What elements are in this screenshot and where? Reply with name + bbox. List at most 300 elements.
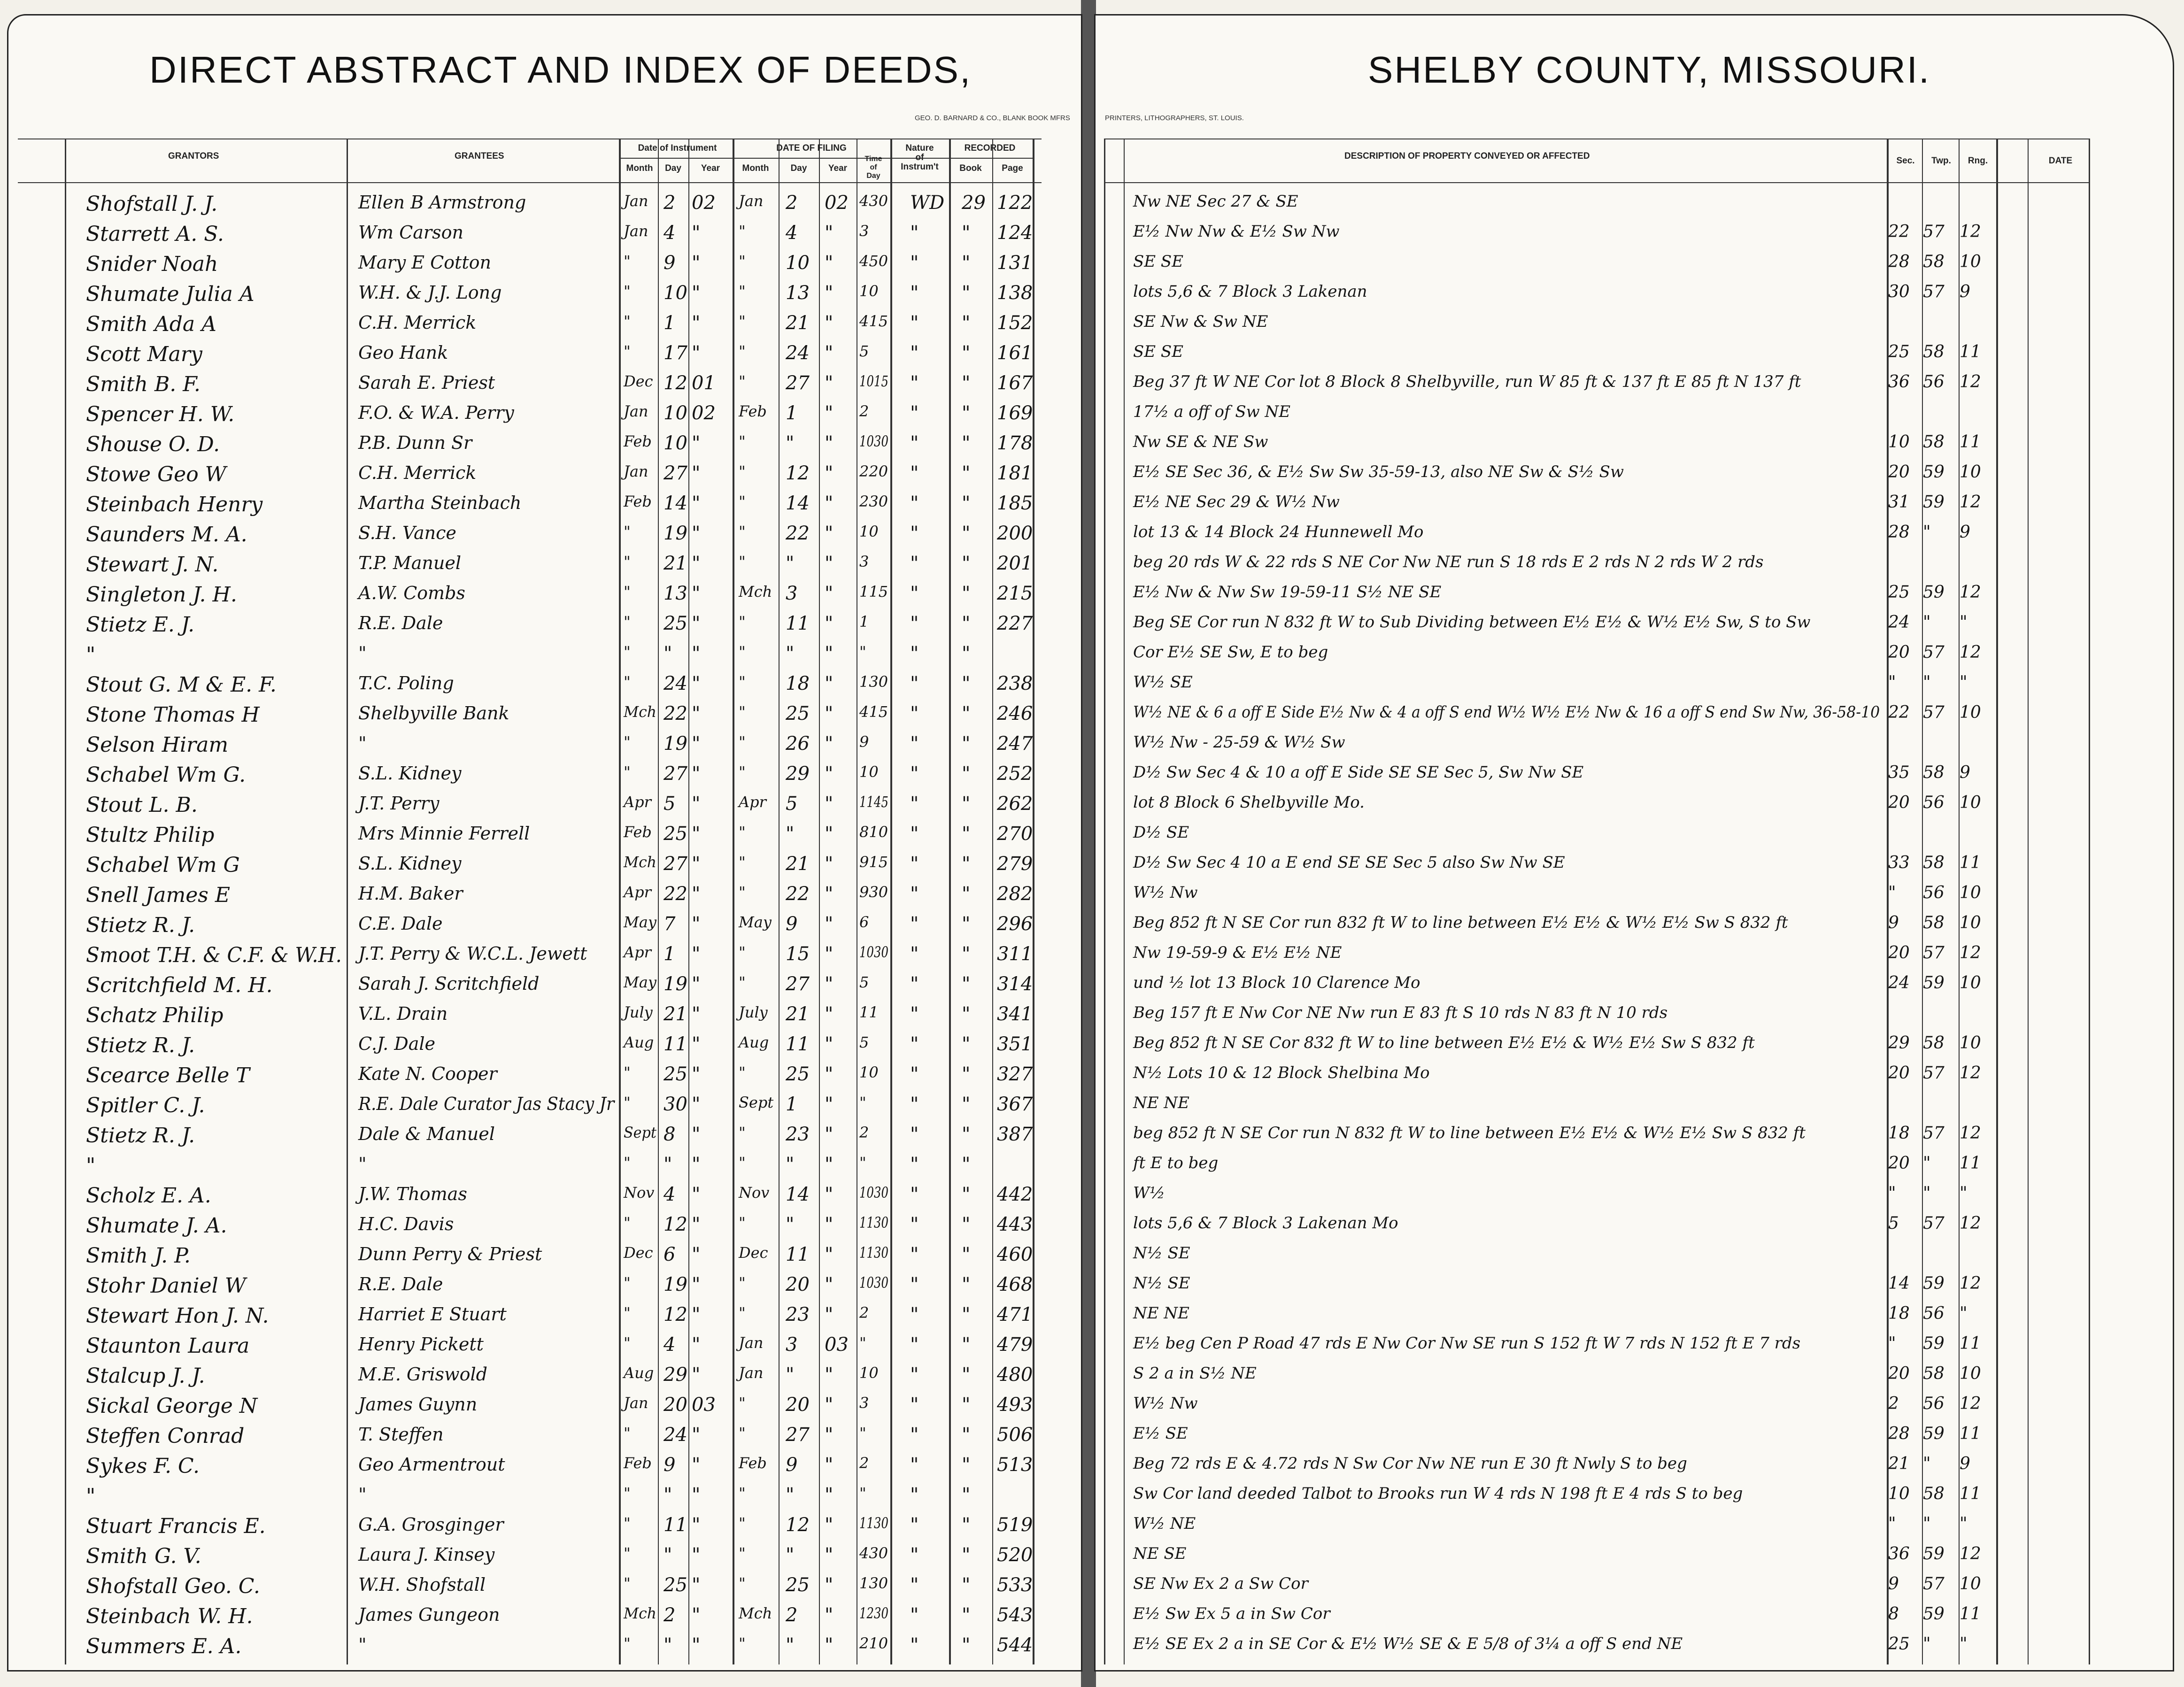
filing-time: 11 xyxy=(859,1003,879,1021)
recorded-page: 247 xyxy=(997,733,1033,755)
range-number: 12 xyxy=(1960,1544,1981,1564)
deed-entry-row xyxy=(8,670,1082,700)
recorded-book: " xyxy=(962,673,971,694)
range-number: 10 xyxy=(1960,252,1981,271)
instrument-nature: " xyxy=(910,883,919,905)
filing-day: 13 xyxy=(786,282,810,304)
filing-month: " xyxy=(739,943,746,961)
property-description: lots 5,6 & 7 Block 3 Lakenan xyxy=(1133,282,1367,301)
filing-time: 415 xyxy=(859,312,888,330)
instrument-month: Feb xyxy=(624,1454,652,1472)
recorded-page: 122 xyxy=(997,192,1033,214)
instrument-year: " xyxy=(692,793,701,815)
recorded-book: " xyxy=(962,1514,971,1536)
filing-year: " xyxy=(825,222,833,244)
recorded-book: " xyxy=(962,342,971,364)
time-header-1: Time xyxy=(864,155,882,163)
instrument-nature: " xyxy=(910,613,919,634)
recorded-page: 314 xyxy=(997,973,1033,995)
instrument-month: " xyxy=(624,1544,631,1562)
filing-day: 22 xyxy=(786,523,810,544)
grantor-name: Stietz R. J. xyxy=(86,913,195,937)
township-number: 57 xyxy=(1923,1574,1945,1594)
recorded-page: 367 xyxy=(997,1094,1033,1115)
filing-year: " xyxy=(825,402,833,424)
filing-time: 5 xyxy=(859,1033,869,1051)
recorded-page: 131 xyxy=(997,252,1033,274)
filing-time: 210 xyxy=(859,1634,888,1652)
filing-month: " xyxy=(739,1634,746,1652)
instrument-year: " xyxy=(692,1124,701,1145)
instrument-year: " xyxy=(692,1424,701,1446)
grantee-name: R.E. Dale xyxy=(358,613,443,633)
range-number: 9 xyxy=(1960,763,1970,782)
filing-month: " xyxy=(739,222,746,240)
instrument-year: " xyxy=(692,1304,701,1325)
recorded-page: 169 xyxy=(997,402,1033,424)
instrument-year: " xyxy=(692,493,701,514)
filing-day: 11 xyxy=(786,1033,810,1055)
instrument-nature: " xyxy=(910,973,919,995)
township-number: 57 xyxy=(1923,643,1945,662)
filing-time: 2 xyxy=(859,1454,869,1472)
instrument-month: " xyxy=(624,613,631,631)
instrument-nature: " xyxy=(910,1154,919,1175)
filing-year: " xyxy=(825,1424,833,1446)
filing-month: " xyxy=(739,342,746,360)
property-description-row xyxy=(1096,1301,2174,1331)
recorded-book: " xyxy=(962,1003,971,1025)
recorded-book: " xyxy=(962,282,971,304)
instrument-day: 17 xyxy=(664,342,687,364)
section-number: 28 xyxy=(1888,523,1910,542)
filing-time: 10 xyxy=(859,523,879,540)
recorded-book: " xyxy=(962,1184,971,1205)
recorded-book: " xyxy=(962,402,971,424)
filing-day: " xyxy=(786,823,795,845)
deed-entry-row xyxy=(8,1211,1082,1241)
property-description-row xyxy=(1096,249,2174,279)
property-description-row xyxy=(1096,700,2174,730)
filing-month: " xyxy=(739,1544,746,1562)
filing-time: 9 xyxy=(859,733,869,751)
grantee-name: James Guynn xyxy=(358,1394,478,1415)
property-description: E½ NE Sec 29 & W½ Nw xyxy=(1133,493,1340,511)
filing-day: 14 xyxy=(786,1184,810,1205)
township-number: 58 xyxy=(1923,1033,1945,1053)
range-number: 12 xyxy=(1960,1063,1981,1083)
instrument-day: 12 xyxy=(664,372,687,394)
filing-time: 10 xyxy=(859,1364,879,1382)
instrument-month: " xyxy=(624,1274,631,1292)
property-description: E½ SE Sec 36, & E½ Sw Sw 35-59-13, also NE Sw & S½ Sw xyxy=(1133,462,1624,481)
instrument-month: " xyxy=(624,282,631,300)
instrument-day: 19 xyxy=(664,523,687,544)
deed-entry-row xyxy=(8,1001,1082,1031)
township-number: 57 xyxy=(1923,282,1945,301)
deed-entry-row xyxy=(8,1511,1082,1541)
grantee-name: Geo Armentrout xyxy=(358,1454,505,1475)
property-description: Beg 72 rds E & 4.72 rds N Sw Cor Nw NE run E 30 ft Nwly S to beg xyxy=(1133,1454,1687,1473)
grantee-name: G.A. Grosginger xyxy=(358,1514,504,1535)
filing-day: 21 xyxy=(786,312,810,334)
instrument-month: Mch xyxy=(624,703,657,721)
filing-day: 2 xyxy=(786,192,798,214)
grantor-name: Schatz Philip xyxy=(86,1003,224,1027)
filing-day: 20 xyxy=(786,1394,810,1416)
instrument-nature: " xyxy=(910,1394,919,1416)
deed-entry-row xyxy=(8,1061,1082,1091)
instrument-nature: " xyxy=(910,1604,919,1626)
recorded-page: 327 xyxy=(997,1063,1033,1085)
instrument-month: Jan xyxy=(624,402,648,420)
instrument-year: " xyxy=(692,1454,701,1476)
instrument-month: " xyxy=(624,763,631,781)
recorded-page: 544 xyxy=(997,1634,1033,1656)
grantee-name: " xyxy=(358,643,367,663)
property-description: W½ xyxy=(1133,1184,1165,1202)
recorded-book: 29 xyxy=(962,192,986,214)
grantee-name: W.H. & J.J. Long xyxy=(358,282,502,303)
grantor-name: Selson Hiram xyxy=(86,733,229,757)
filing-month: " xyxy=(739,1394,746,1412)
filing-month-header: Month xyxy=(742,163,769,173)
property-description-row xyxy=(1096,730,2174,760)
instrument-nature: " xyxy=(910,1454,919,1476)
filing-day: 15 xyxy=(786,943,810,965)
recorded-page: 201 xyxy=(997,553,1033,574)
grantor-name: Stewart Hon J. N. xyxy=(86,1304,269,1328)
section-number: 20 xyxy=(1888,793,1910,812)
instrument-nature: " xyxy=(910,793,919,815)
deed-entry-row xyxy=(8,580,1082,610)
filing-year: " xyxy=(825,1604,833,1626)
property-description-row xyxy=(1096,1271,2174,1301)
instrument-month: Aug xyxy=(624,1364,654,1382)
instrument-year: " xyxy=(692,222,701,244)
filing-month: " xyxy=(739,553,746,570)
date-of-instrument-header: Date of Instrument xyxy=(638,143,717,153)
filing-month: Feb xyxy=(739,1454,767,1472)
grantor-name: Snider Noah xyxy=(86,252,218,276)
property-description-row xyxy=(1096,430,2174,460)
grantee-name: J.W. Thomas xyxy=(358,1184,467,1204)
filing-year: " xyxy=(825,1244,833,1265)
filing-month: " xyxy=(739,703,746,721)
instrument-day: 4 xyxy=(664,1184,676,1205)
grantor-name: Shouse O. D. xyxy=(86,432,220,456)
filing-month: " xyxy=(739,282,746,300)
grantor-name: Stout L. B. xyxy=(86,793,198,817)
grantee-name: C.H. Merrick xyxy=(358,462,477,483)
recorded-page: 519 xyxy=(997,1514,1033,1536)
instrument-nature: " xyxy=(910,493,919,514)
section-number: 36 xyxy=(1888,1544,1910,1564)
property-description-row xyxy=(1096,550,2174,580)
filing-month: " xyxy=(739,883,746,901)
recorded-page: 238 xyxy=(997,673,1033,694)
section-number: 20 xyxy=(1888,1063,1910,1083)
deed-entry-row xyxy=(8,910,1082,940)
section-number: " xyxy=(1888,883,1896,902)
filing-day: 1 xyxy=(786,1094,798,1115)
instrument-month: Jan xyxy=(624,192,648,210)
right-imprint: PRINTERS, LITHOGRAPHERS, ST. LOUIS. xyxy=(1105,114,1244,122)
grantee-name: " xyxy=(358,733,367,754)
grantee-name: Sarah E. Priest xyxy=(358,372,495,393)
range-number: 11 xyxy=(1960,1334,1981,1353)
range-number: " xyxy=(1960,1634,1968,1654)
instrument-nature: WD xyxy=(910,192,945,214)
instrument-year: " xyxy=(692,1244,701,1265)
filing-time: 1030 xyxy=(859,943,888,961)
filing-month: Jan xyxy=(739,1364,764,1382)
grantee-name: Ellen B Armstrong xyxy=(358,192,526,213)
property-description: SE SE xyxy=(1133,342,1184,361)
filing-time: 2 xyxy=(859,402,869,420)
instrument-day: 14 xyxy=(664,493,687,514)
filing-month: " xyxy=(739,1514,746,1532)
property-description-row xyxy=(1096,370,2174,400)
filing-month: Apr xyxy=(739,793,766,811)
recorded-book: " xyxy=(962,613,971,634)
rng-header: Rng. xyxy=(1968,156,1988,166)
grantee-name: R.E. Dale xyxy=(358,1274,443,1294)
property-description-row xyxy=(1096,580,2174,610)
property-description-row xyxy=(1096,1091,2174,1121)
township-number: " xyxy=(1923,1184,1931,1203)
grantee-name: J.T. Perry xyxy=(358,793,440,814)
filing-day: 26 xyxy=(786,733,810,755)
instrument-year: " xyxy=(692,913,701,935)
filing-day: 21 xyxy=(786,853,810,875)
deed-entry-row xyxy=(8,550,1082,580)
sec-header: Sec. xyxy=(1896,156,1915,166)
section-number: 9 xyxy=(1888,913,1899,932)
filing-month: " xyxy=(739,673,746,691)
deed-entry-row xyxy=(8,1091,1082,1121)
instrument-day: 2 xyxy=(664,1604,676,1626)
filing-time: 430 xyxy=(859,192,888,210)
book-header: Book xyxy=(959,163,982,173)
deed-entry-row xyxy=(8,700,1082,730)
property-description: Nw SE & NE Sw xyxy=(1133,432,1268,451)
grantee-name: Henry Pickett xyxy=(358,1334,484,1355)
instrument-year: " xyxy=(692,1634,701,1656)
property-description-row xyxy=(1096,940,2174,971)
filing-year: " xyxy=(825,493,833,514)
property-description: SE SE xyxy=(1133,252,1184,271)
deed-entry-row xyxy=(8,339,1082,370)
instrument-year: " xyxy=(692,312,701,334)
filing-day: 27 xyxy=(786,1424,810,1446)
instrument-month: " xyxy=(624,252,631,270)
property-description-row xyxy=(1096,820,2174,850)
grantor-name: Summers E. A. xyxy=(86,1634,242,1658)
instrument-day: 25 xyxy=(664,1574,687,1596)
inst-month-header: Month xyxy=(626,163,653,173)
grantee-name: W.H. Shofstall xyxy=(358,1574,486,1595)
range-number: 11 xyxy=(1960,342,1981,362)
instrument-year: " xyxy=(692,1514,701,1536)
section-number: 20 xyxy=(1888,943,1910,963)
instrument-month: Dec xyxy=(624,1244,653,1262)
recorded-page: 181 xyxy=(997,462,1033,484)
grantee-name: Sarah J. Scritchfield xyxy=(358,973,540,994)
property-description-row xyxy=(1096,1481,2174,1511)
section-number: 25 xyxy=(1888,583,1910,602)
recorded-page: 387 xyxy=(997,1124,1033,1145)
filing-time: 130 xyxy=(859,1574,888,1592)
instrument-nature: " xyxy=(910,1484,919,1506)
filing-time: 5 xyxy=(859,973,869,991)
deed-entry-row xyxy=(8,460,1082,490)
filing-year: 03 xyxy=(825,1334,849,1356)
recorded-book: " xyxy=(962,1364,971,1386)
instrument-day: 22 xyxy=(664,703,687,724)
filing-time: 220 xyxy=(859,462,888,480)
section-number: 29 xyxy=(1888,1033,1910,1053)
recorded-page: 543 xyxy=(997,1604,1033,1626)
property-description: und ½ lot 13 Block 10 Clarence Mo xyxy=(1133,973,1420,992)
grantor-name: Stewart J. N. xyxy=(86,553,219,577)
property-description: D½ Sw Sec 4 & 10 a off E Side SE SE Sec 5, Sw Nw SE xyxy=(1133,763,1584,782)
recorded-page: 479 xyxy=(997,1334,1033,1356)
recorded-page: 252 xyxy=(997,763,1033,785)
section-number: 21 xyxy=(1888,1454,1910,1473)
instrument-month: Mch xyxy=(624,1604,657,1622)
filing-month: July xyxy=(739,1003,768,1021)
section-number: 20 xyxy=(1888,462,1910,482)
recorded-book: " xyxy=(962,1334,971,1356)
date-header: DATE xyxy=(2048,156,2073,166)
recorded-book: " xyxy=(962,853,971,875)
filing-year: " xyxy=(825,312,833,334)
filing-month: Aug xyxy=(739,1033,769,1051)
filing-day: 11 xyxy=(786,1244,810,1265)
recorded-page: 178 xyxy=(997,432,1033,454)
grantor-name: Stohr Daniel W xyxy=(86,1274,246,1298)
recorded-page: 138 xyxy=(997,282,1033,304)
property-description-row xyxy=(1096,219,2174,249)
property-description: Sw Cor land deeded Talbot to Brooks run W 4 rds N 198 ft E 4 rds S to beg xyxy=(1133,1484,1743,1503)
filing-time: 1230 xyxy=(859,1604,888,1622)
township-number: 57 xyxy=(1923,1124,1945,1143)
deed-entry-row xyxy=(8,1031,1082,1061)
section-number: 25 xyxy=(1888,342,1910,362)
property-description-row xyxy=(1096,279,2174,309)
grantor-name: Steinbach Henry xyxy=(86,493,263,516)
deed-entry-row xyxy=(8,1391,1082,1421)
recorded-page: 442 xyxy=(997,1184,1033,1205)
property-description-row xyxy=(1096,1241,2174,1271)
section-number: 22 xyxy=(1888,703,1910,722)
filing-day: " xyxy=(786,553,795,574)
deed-entry-row xyxy=(8,1361,1082,1391)
filing-year: " xyxy=(825,973,833,995)
instrument-month: Feb xyxy=(624,493,652,510)
filing-time: 6 xyxy=(859,913,869,931)
instrument-nature: " xyxy=(910,523,919,544)
property-description-row xyxy=(1096,1361,2174,1391)
instrument-month: Apr xyxy=(624,943,651,961)
filing-month: " xyxy=(739,1124,746,1141)
instrument-month: July xyxy=(624,1003,653,1021)
left-page-title: DIRECT ABSTRACT AND INDEX OF DEEDS, xyxy=(149,49,972,91)
filing-day: 27 xyxy=(786,372,810,394)
section-number: 24 xyxy=(1888,613,1910,632)
section-number: 33 xyxy=(1888,853,1910,872)
recorded-page: 513 xyxy=(997,1454,1033,1476)
grantee-name: H.M. Baker xyxy=(358,883,463,904)
township-number: 59 xyxy=(1923,583,1945,602)
filing-time: 10 xyxy=(859,1063,879,1081)
filing-year: " xyxy=(825,342,833,364)
instrument-month: Mch xyxy=(624,853,657,871)
instrument-month: Jan xyxy=(624,1394,648,1412)
section-number: 18 xyxy=(1888,1124,1910,1143)
instrument-nature: " xyxy=(910,1094,919,1115)
recorded-page: 262 xyxy=(997,793,1033,815)
recorded-page: 520 xyxy=(997,1544,1033,1566)
filing-year: " xyxy=(825,1033,833,1055)
filing-time: 5 xyxy=(859,342,869,360)
instrument-year: " xyxy=(692,1484,701,1506)
property-description: lots 5,6 & 7 Block 3 Lakenan Mo xyxy=(1133,1214,1398,1233)
section-number: 5 xyxy=(1888,1214,1899,1233)
recorded-page: 161 xyxy=(997,342,1033,364)
instrument-day: 29 xyxy=(664,1364,687,1386)
filing-time: 1015 xyxy=(859,372,888,390)
property-description-row xyxy=(1096,1031,2174,1061)
filing-time: 1030 xyxy=(859,1184,888,1202)
filing-month: Jan xyxy=(739,1334,764,1352)
grantor-name: Snell James E xyxy=(86,883,230,907)
deed-entry-row xyxy=(8,520,1082,550)
section-number: 14 xyxy=(1888,1274,1910,1293)
property-description-row xyxy=(1096,1391,2174,1421)
instrument-day: 27 xyxy=(664,462,687,484)
range-number: 10 xyxy=(1960,1033,1981,1053)
instrument-nature: " xyxy=(910,1304,919,1325)
grantor-name: " xyxy=(86,1154,96,1178)
instrument-day: 9 xyxy=(664,252,676,274)
grantee-name: Mrs Minnie Ferrell xyxy=(358,823,530,844)
right-page xyxy=(1094,14,2174,1672)
grantor-name: Schabel Wm G. xyxy=(86,763,246,787)
grantor-name: Saunders M. A. xyxy=(86,523,247,547)
recorded-book: " xyxy=(962,913,971,935)
inst-day-header: Day xyxy=(665,163,681,173)
instrument-nature: " xyxy=(910,1634,919,1656)
recorded-page: 282 xyxy=(997,883,1033,905)
recorded-page: 200 xyxy=(997,523,1033,544)
property-description: W½ Nw - 25-59 & W½ Sw xyxy=(1133,733,1345,752)
filing-month: Dec xyxy=(739,1244,768,1262)
instrument-nature: " xyxy=(910,1574,919,1596)
property-description: NE NE xyxy=(1133,1304,1189,1323)
grantor-name: Shofstall Geo. C. xyxy=(86,1574,260,1598)
recorded-book: " xyxy=(962,1484,971,1506)
instrument-year: " xyxy=(692,342,701,364)
township-number: 57 xyxy=(1923,703,1945,722)
instrument-year: " xyxy=(692,1574,701,1596)
filing-time: 930 xyxy=(859,883,888,901)
filing-year: " xyxy=(825,613,833,634)
deed-entry-row xyxy=(8,971,1082,1001)
range-number: " xyxy=(1960,613,1968,632)
property-description: N½ Lots 10 & 12 Block Shelbina Mo xyxy=(1133,1063,1430,1082)
